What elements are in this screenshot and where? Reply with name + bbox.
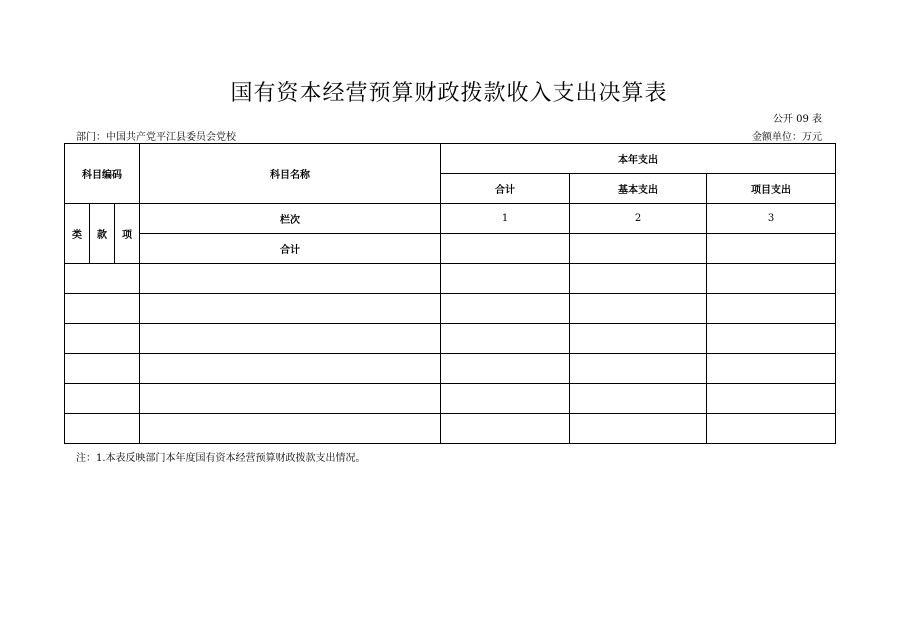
column-index-row	[65, 204, 836, 234]
basic-cell	[570, 294, 707, 324]
table-row	[65, 294, 836, 324]
basic-cell	[570, 264, 707, 294]
code-cell	[65, 324, 140, 354]
code-cell	[65, 294, 140, 324]
total-cell	[441, 264, 570, 294]
project-cell	[707, 264, 836, 294]
header-subject-code: 科目编码	[65, 144, 140, 204]
total-cell	[441, 324, 570, 354]
header-item: 项	[115, 204, 140, 264]
header-section: 款	[90, 204, 115, 264]
amount-unit-label: 金额单位：万元	[752, 132, 822, 143]
code-cell	[65, 384, 140, 414]
table-row	[65, 414, 836, 444]
header-current-year-expense: 本年支出	[441, 144, 836, 174]
header-basic-expense: 基本支出	[570, 174, 707, 204]
sum-row-label: 合计	[140, 234, 441, 264]
project-cell	[707, 354, 836, 384]
budget-table	[64, 143, 836, 444]
name-cell	[140, 354, 441, 384]
page-title: 国有资本经营预算财政拨款收入支出决算表	[230, 81, 668, 106]
basic-cell	[570, 384, 707, 414]
basic-cell	[570, 414, 707, 444]
table-row	[65, 264, 836, 294]
sum-total-cell	[441, 234, 570, 264]
basic-cell	[570, 354, 707, 384]
name-cell	[140, 264, 441, 294]
code-cell	[65, 414, 140, 444]
code-cell	[65, 354, 140, 384]
column-index-1: 1	[441, 204, 570, 234]
column-index-2: 2	[570, 204, 707, 234]
total-cell	[441, 384, 570, 414]
total-cell	[441, 414, 570, 444]
department-label: 部门：中国共产党平江县委员会党校	[76, 132, 236, 143]
name-cell	[140, 384, 441, 414]
code-cell	[65, 264, 140, 294]
column-index-label: 栏次	[140, 204, 441, 234]
header-project-expense: 项目支出	[707, 174, 836, 204]
table-row	[65, 354, 836, 384]
footnote: 注：1.本表反映部门本年度国有资本经营预算财政拨款支出情况。	[76, 453, 366, 464]
column-index-3: 3	[707, 204, 836, 234]
sum-project-cell	[707, 234, 836, 264]
sum-row	[65, 234, 836, 264]
project-cell	[707, 324, 836, 354]
total-cell	[441, 294, 570, 324]
header-total: 合计	[441, 174, 570, 204]
header-subject-name: 科目名称	[140, 144, 441, 204]
project-cell	[707, 414, 836, 444]
sum-basic-cell	[570, 234, 707, 264]
name-cell	[140, 324, 441, 354]
basic-cell	[570, 324, 707, 354]
table-row	[65, 384, 836, 414]
total-cell	[441, 354, 570, 384]
table-row	[65, 324, 836, 354]
name-cell	[140, 414, 441, 444]
header-row-1	[65, 144, 836, 174]
header-category: 类	[65, 204, 90, 264]
name-cell	[140, 294, 441, 324]
project-cell	[707, 384, 836, 414]
form-code: 公开 09 表	[772, 114, 822, 125]
project-cell	[707, 294, 836, 324]
